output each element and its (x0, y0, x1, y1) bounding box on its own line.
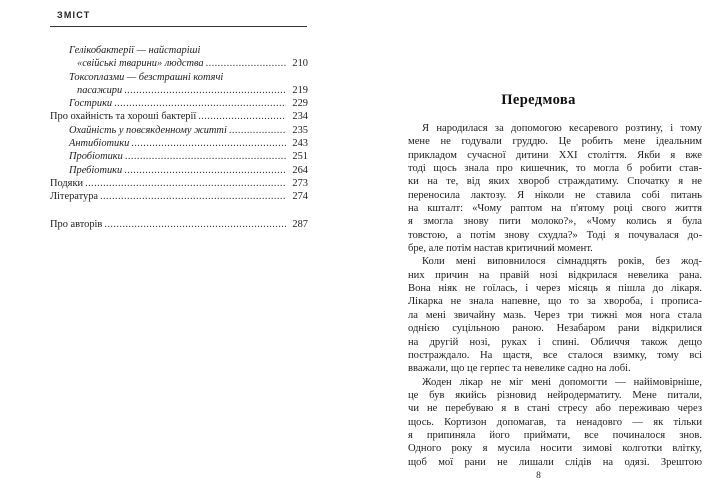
toc-page-number: 234 (292, 111, 308, 123)
toc-entry (50, 110, 308, 123)
toc-entry (50, 137, 308, 150)
toc-entry (50, 97, 308, 110)
toc-entry (50, 124, 308, 137)
toc-entry (50, 164, 308, 177)
toc-entry-title: Про охайність та хороші бактерії (50, 111, 197, 123)
toc-entry-title: пасажири (77, 84, 123, 96)
text-line: на кшталт: «Чому раптом на п'ятому році свого життя (408, 203, 702, 215)
toc-leader-dots (229, 124, 286, 137)
header-rule (50, 26, 307, 27)
toc-page-number: 229 (292, 98, 308, 110)
text-line: них причин на правій нозі відкрилася невелика рана. (408, 269, 702, 281)
text-line: щось. Кортизон допомагав, та ненадовго — як тільки (408, 416, 702, 428)
toc-entry-title: Подяки (50, 177, 84, 189)
toc-leader-dots (85, 177, 286, 190)
toc-entry-title: Охайність у повсякденному житті (69, 124, 227, 136)
text-line: Одного року я мусила носити зимові колготки влітку, (408, 443, 702, 455)
toc-entry (50, 150, 308, 163)
text-line: постраждало. На щастя, все сталося взимку, тому всі (408, 349, 702, 361)
toc-leader-dots (125, 150, 286, 163)
toc-entry-title: Гострики (69, 98, 113, 110)
text-line: мене не годували груддю. Це робить мене ідеальним (408, 136, 702, 148)
toc-entry (50, 218, 308, 231)
toc-page-number: 264 (292, 164, 308, 176)
toc-page-number: 287 (292, 218, 308, 230)
running-head: ЗМІСТ (57, 10, 91, 20)
toc-leader-dots (198, 110, 286, 123)
toc-page-number: 219 (292, 84, 308, 96)
paragraph (408, 376, 702, 469)
toc-leader-dots (206, 57, 286, 70)
toc-leader-dots (131, 137, 286, 150)
toc-entry (50, 190, 308, 203)
toc-page-number: 235 (292, 124, 308, 136)
table-of-contents (50, 44, 308, 231)
text-line: вважали, що це герпес та невелике садно на лобі. (408, 363, 631, 375)
text-line: Коли мені виповнилося сімнадцять років, без жод- (422, 256, 702, 268)
toc-entry-title: «свійські тварини» людства (77, 58, 204, 70)
toc-entry-title: Антибіотики (69, 138, 130, 150)
text-line: Жоден лікар не міг мені допомогти — найімовірніше, (422, 376, 702, 388)
paragraph (408, 255, 702, 375)
text-line: тоді щось знала про кишечник, то могла б робити став- (408, 163, 702, 175)
text-line: товстою, а потім знову схудла?» Тоді я почувалася до- (408, 229, 702, 241)
text-line: Я народилася за допомогою кесаревого розтину, і тому (422, 123, 702, 134)
toc-page-number: 243 (292, 138, 308, 150)
toc-entry (50, 71, 308, 98)
text-line: чи не перебуваю я в стані стресу або переживаю через (408, 403, 702, 415)
text-line: ла мені звичайну мазь. Через три тижні моя нога стала (408, 309, 702, 321)
text-line: ки на те, від яких хвороб страждатиму. Спочатку я не (408, 176, 702, 188)
toc-entry-title: Пребіотики (69, 164, 123, 176)
paragraph (408, 122, 702, 255)
text-line: щоб мої рани не лишали слідів на одязі. Зрештою (408, 456, 702, 468)
toc-leader-dots (124, 164, 286, 177)
toc-entry-title: Токсоплазми — безстрашні котячі (69, 71, 224, 83)
toc-entry (50, 44, 308, 71)
toc-leader-dots (114, 97, 286, 110)
chapter-title: Передмова (501, 92, 576, 108)
text-line: я змогла знову пити молоко?», «Чому колись я була (408, 216, 702, 228)
page-number: 8 (536, 471, 541, 481)
toc-entry-title: Література (50, 191, 99, 203)
text-line: я припиняла його приймати, все починалося знов. (408, 429, 702, 441)
text-line: переносила лактозу. Я ніколи не ставила собі питань (408, 189, 702, 201)
toc-leader-dots (100, 190, 286, 203)
toc-entry-title: Гелікобактерії — найстаріші (69, 45, 201, 56)
text-line: Вона ніяк не гоїлась, і через місяць я пішла до лікаря. (408, 283, 702, 295)
toc-page-number: 274 (292, 191, 308, 203)
text-line: це був якийсь різновид нейродерматиту. Мене питали, (408, 389, 702, 401)
text-line: прикладом сучасної дитини XXI століття. Якби я вже (408, 149, 702, 161)
toc-leader-dots (124, 84, 286, 97)
right-page (359, 0, 718, 495)
body-text (408, 122, 702, 469)
text-line: однією суцільною раною. Незабаром рани відкрилися (408, 323, 702, 335)
toc-leader-dots (104, 218, 286, 231)
text-line: на другій нозі, руках і спині. Обличчя також дещо (408, 336, 702, 348)
text-line: Лікарка не знала напевне, що то за хвороба, і прописа- (408, 296, 702, 308)
text-line: бре, але потім настав критичний момент. (408, 243, 593, 255)
toc-page-number: 251 (292, 151, 308, 163)
toc-entry-title: Пробіотики (69, 151, 123, 163)
toc-entry (50, 177, 308, 190)
toc-entry-title: Про авторів (50, 218, 103, 230)
toc-page-number: 273 (292, 177, 308, 189)
toc-page-number: 210 (292, 58, 308, 70)
